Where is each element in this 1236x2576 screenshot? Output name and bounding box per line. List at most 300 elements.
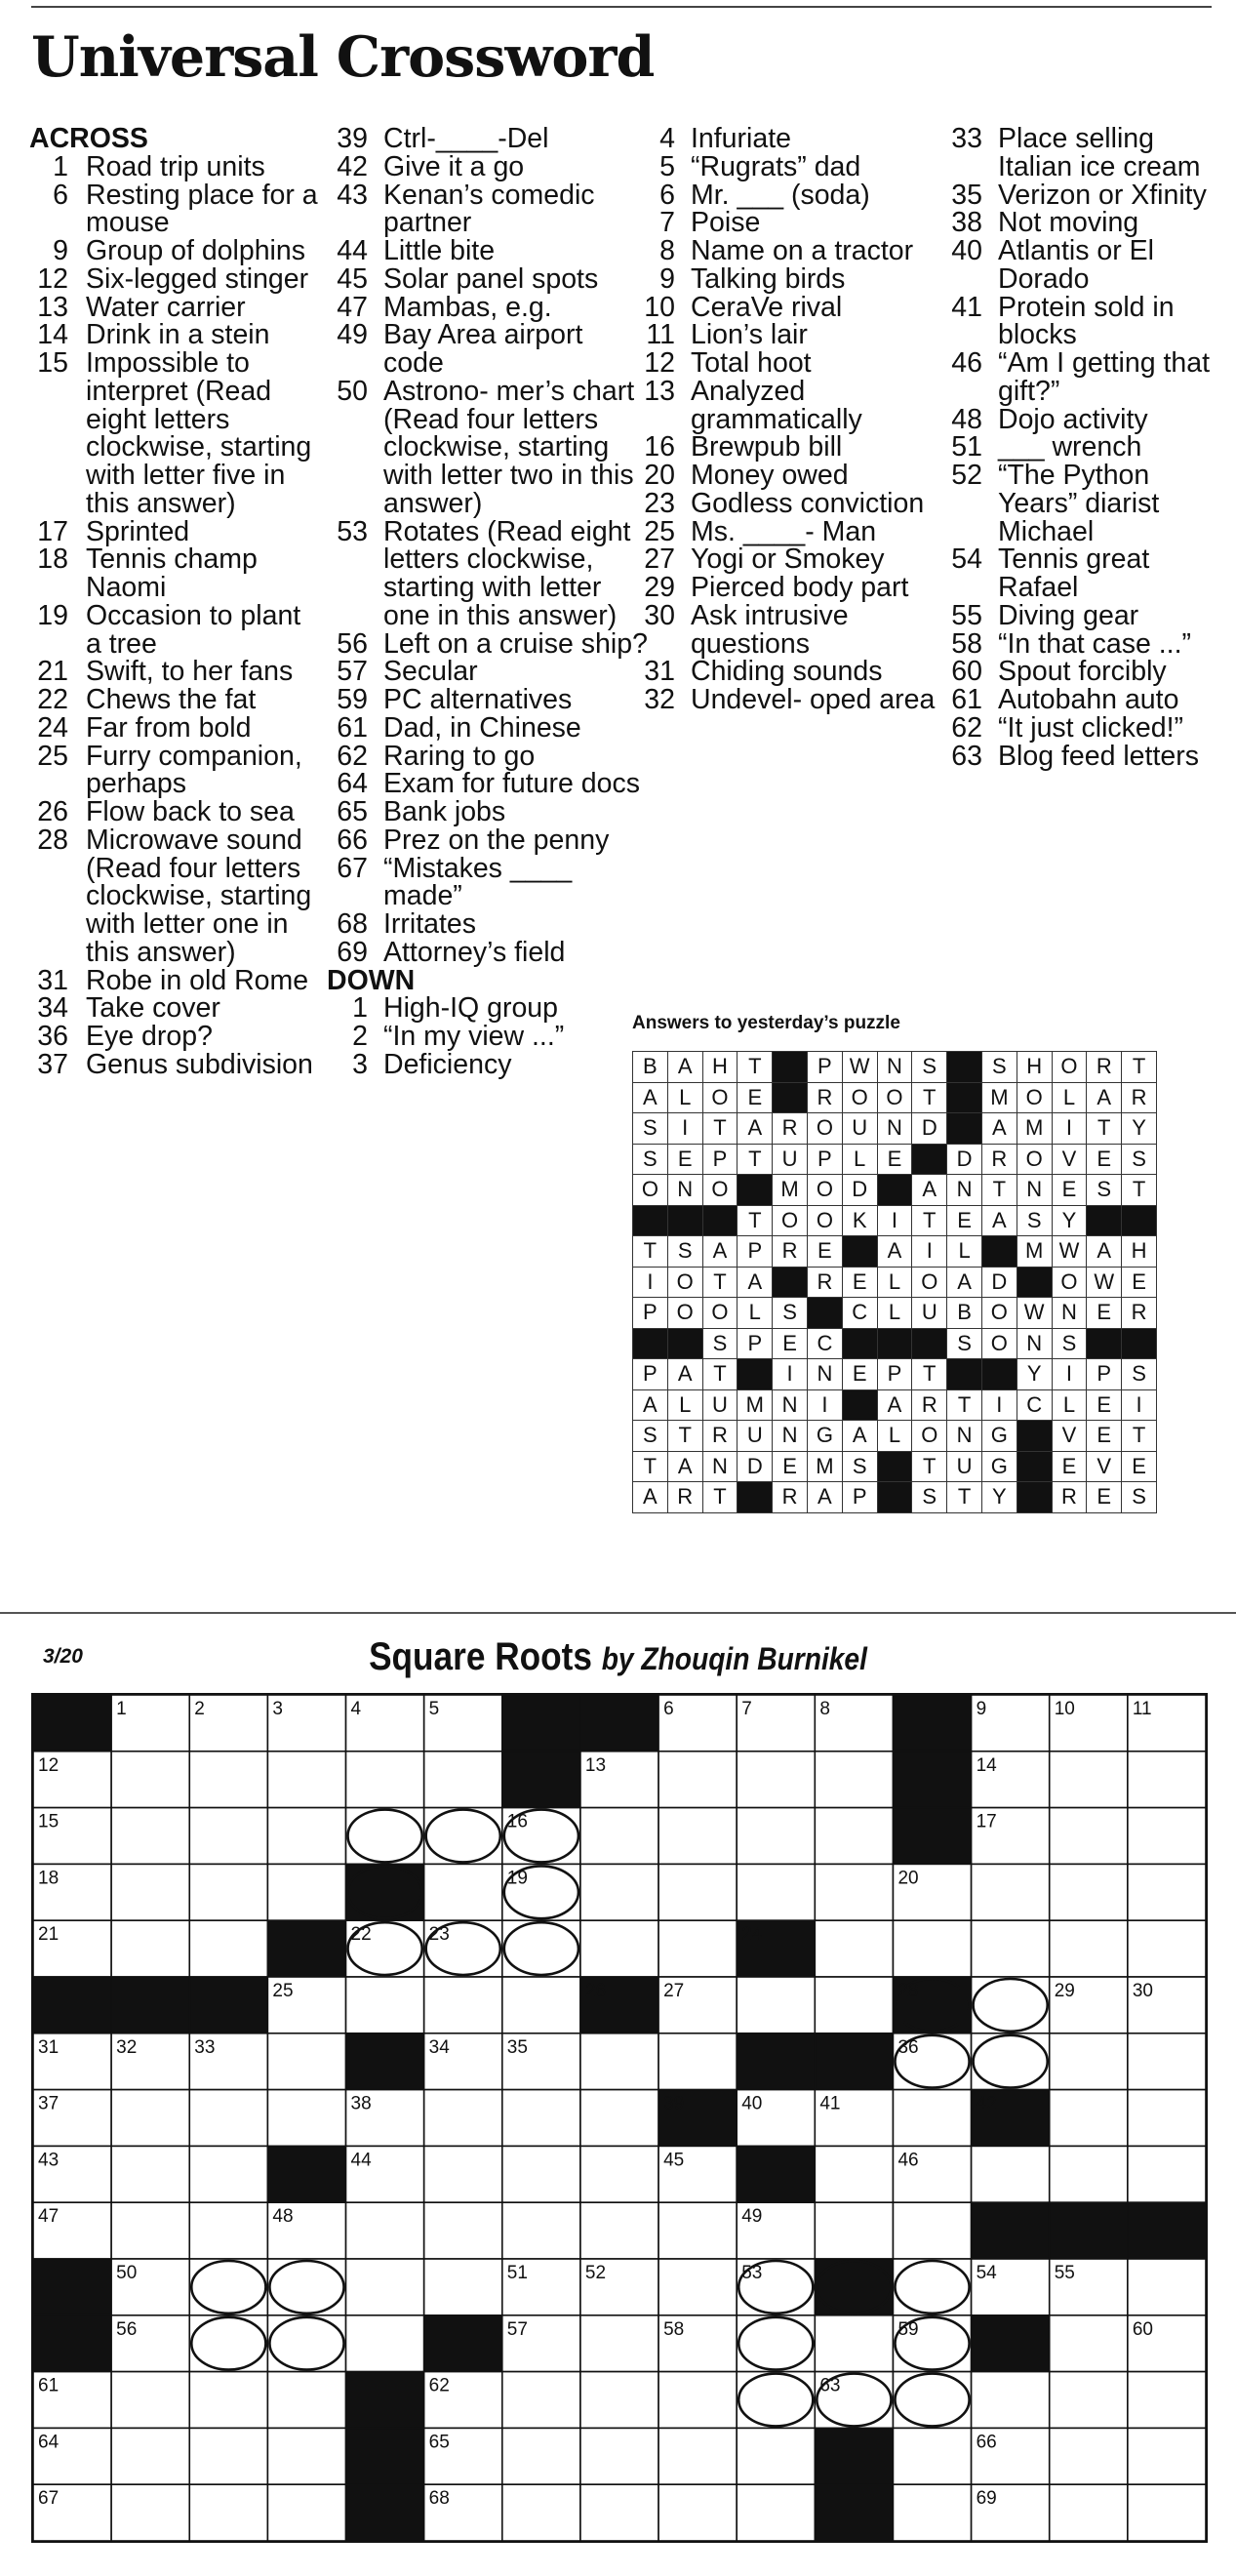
grid-cell[interactable] [189,1920,267,1977]
clue-text: Water carrier [86,291,246,323]
clue-down-30[interactable] [634,599,946,660]
answer-black-cell [773,1267,808,1298]
grid-cell[interactable] [658,2259,737,2315]
grid-cell[interactable] [189,2484,267,2541]
answer-black-cell [807,1298,842,1329]
answers-row [633,1113,1157,1145]
clue-number: 48 [951,403,982,435]
puzzle-title-text: Square Roots [369,1635,592,1678]
grid-number: 1 [116,1699,127,1719]
grid-cell[interactable] [424,2090,502,2147]
grid-black-cell [33,1977,111,2033]
grid-cell[interactable] [893,2372,971,2429]
clue-down-61[interactable] [941,686,1234,714]
grid-cell[interactable] [424,1751,502,1808]
clue-across-34[interactable] [29,994,322,1023]
clue-down-31[interactable] [634,658,946,686]
clue-across-36[interactable] [29,1023,322,1051]
clue-number: 18 [37,543,68,576]
clue-number: 43 [337,179,368,211]
grid-number: 26 [584,1981,607,2001]
answers-row [633,1082,1157,1113]
answer-cell: U [842,1113,877,1145]
grid-cell[interactable] [580,2315,658,2372]
clue-across-53[interactable] [327,515,649,631]
answer-cell: S [1017,1205,1052,1236]
grid-cell[interactable] [972,2146,1050,2202]
grid-number: 56 [116,2318,138,2340]
clue-across-13[interactable] [29,291,322,323]
answer-cell: P [807,1144,842,1175]
clue-down-12[interactable] [634,349,946,378]
grid-cell[interactable] [1050,1808,1128,1865]
clue-down-4[interactable] [634,125,946,153]
answer-cell: L [877,1267,912,1298]
grid-cell[interactable] [1050,2484,1128,2541]
clue-number: 22 [37,684,68,715]
clue-across-44[interactable] [327,237,649,265]
grid-cell[interactable] [1050,2372,1128,2429]
grid-cell[interactable] [1128,1751,1206,1808]
clue-down-27[interactable] [634,545,946,574]
grid-cell[interactable] [502,2202,580,2259]
grid-cell[interactable] [346,2259,424,2315]
grid-cell[interactable] [1050,2090,1128,2147]
grid-cell[interactable] [658,1808,737,1865]
clue-text: Resting place for a mouse [86,179,318,239]
grid-cell[interactable] [1050,2146,1128,2202]
grid-cell[interactable] [580,2484,658,2541]
grid-cell[interactable] [189,2146,267,2202]
answer-cell: T [1122,1052,1157,1083]
clue-across-43[interactable] [327,181,649,238]
grid-cell[interactable] [658,1864,737,1920]
clue-down-40[interactable] [941,237,1234,294]
grid-cell[interactable] [580,2372,658,2429]
clue-across-15[interactable] [29,349,322,518]
grid-cell[interactable] [658,1920,737,1977]
grid-number: 62 [428,2375,450,2396]
grid-cell[interactable] [111,2202,189,2259]
answer-black-cell [1122,1328,1157,1359]
grid-cell[interactable] [972,1864,1050,1920]
grid-cell[interactable] [346,2202,424,2259]
clue-down-58[interactable] [941,627,1234,660]
grid-cell[interactable] [580,2090,658,2147]
grid-cell[interactable] [658,2372,737,2429]
clue-across-67[interactable] [327,852,649,912]
clue-down-41[interactable] [941,291,1234,351]
answer-cell: I [912,1236,947,1268]
answer-cell: S [702,1328,738,1359]
grid-cell[interactable] [580,2428,658,2484]
clue-across-56[interactable] [327,627,649,660]
clue-down-1[interactable] [327,994,649,1023]
grid-number: 24 [741,1924,763,1946]
clue-across-64[interactable] [327,770,649,798]
clue-down-29[interactable] [634,574,946,602]
clue-down-52[interactable] [941,462,1234,545]
clue-down-9[interactable] [634,262,946,295]
grid-cell[interactable] [267,2428,345,2484]
grid-cell[interactable] [737,2484,815,2541]
grid-cell[interactable] [189,2372,267,2429]
clue-across-59[interactable] [327,686,649,714]
grid-cell[interactable] [737,2372,815,2429]
grid-cell[interactable] [1128,2484,1206,2541]
answer-black-cell [877,1175,912,1206]
grid-cell[interactable] [111,2372,189,2429]
grid-cell[interactable] [580,1920,658,1977]
grid-cell[interactable] [815,2315,893,2372]
clue-number: 30 [644,599,675,631]
clue-across-37[interactable] [29,1048,322,1080]
answer-cell: A [1087,1082,1122,1113]
clue-across-45[interactable] [327,262,649,295]
clue-across-69[interactable] [327,936,649,968]
answer-cell: O [1017,1082,1052,1113]
answer-cell: H [702,1052,738,1083]
grid-cell[interactable] [111,1808,189,1865]
grid-cell[interactable] [346,1977,424,2033]
clue-across-26[interactable] [29,798,322,826]
grid-cell[interactable] [267,2484,345,2541]
clue-number: 32 [644,684,675,715]
clue-number: 58 [951,627,982,660]
grid-black-cell [893,1695,971,1751]
grid-cell[interactable] [580,2202,658,2259]
grid-cell[interactable] [1128,1808,1206,1865]
grid-cell[interactable] [1128,1864,1206,1920]
clue-down-62[interactable] [941,711,1234,744]
clue-across-19[interactable] [29,599,322,660]
grid-cell[interactable] [815,2202,893,2259]
answer-cell: E [773,1328,808,1359]
answer-cell: I [981,1389,1017,1421]
answer-cell: R [773,1113,808,1145]
answer-cell: P [877,1359,912,1390]
clue-down-3[interactable] [327,1048,649,1080]
clue-across-17[interactable] [29,515,322,547]
grid-number: 46 [897,2150,919,2171]
grid-cell[interactable] [893,2090,971,2147]
clue-across-28[interactable] [29,826,322,967]
clue-down-32[interactable] [634,686,946,714]
grid-cell[interactable] [267,2033,345,2090]
answer-cell: O [1052,1052,1087,1083]
grid-cell[interactable] [1128,1920,1206,1977]
grid-number: 19 [506,1868,528,1889]
clue-down-8[interactable] [634,237,946,265]
clue-number: 49 [337,319,368,351]
grid-cell[interactable] [502,2428,580,2484]
answer-black-cell [912,1144,947,1175]
grid-cell[interactable] [815,1864,893,1920]
grid-cell[interactable] [111,2146,189,2202]
grid-cell[interactable] [111,2484,189,2541]
grid-cell[interactable] [502,2372,580,2429]
grid-cell[interactable] [111,2090,189,2147]
clue-across-68[interactable] [327,910,649,939]
grid-cell[interactable] [502,1920,580,1977]
clue-number: 53 [337,515,368,547]
grid-cell[interactable] [737,1751,815,1808]
grid-cell[interactable] [267,2315,345,2372]
grid-cell[interactable] [267,1808,345,1865]
grid-cell[interactable] [189,1864,267,1920]
grid-cell[interactable] [658,2484,737,2541]
grid-number: 27 [663,1981,685,2001]
grid-cell[interactable] [580,1864,658,1920]
clue-across-47[interactable] [327,291,649,323]
grid-black-cell [972,2202,1050,2259]
clue-down-16[interactable] [634,433,946,462]
answer-cell: T [947,1482,982,1513]
grid-cell[interactable] [737,2315,815,2372]
grid-cell[interactable] [658,2033,737,2090]
answer-cell: L [947,1236,982,1268]
answer-cell: T [702,1359,738,1390]
clue-down-35[interactable] [941,181,1234,210]
grid-cell[interactable] [1128,2428,1206,2484]
clue-across-65[interactable] [327,798,649,826]
grid-cell[interactable] [972,1977,1050,2033]
grid-cell[interactable] [815,1751,893,1808]
grid-cell[interactable] [737,1864,815,1920]
answer-cell: P [842,1482,877,1513]
grid-black-cell [346,2372,424,2429]
answer-cell: H [1122,1236,1157,1268]
grid-cell[interactable] [815,1920,893,1977]
grid-cell[interactable] [424,2146,502,2202]
clue-text: Chews the fat [86,684,257,715]
grid-cell[interactable] [1128,2146,1206,2202]
answer-cell: A [842,1421,877,1452]
grid-cell[interactable] [189,2259,267,2315]
clue-across-12[interactable] [29,262,322,295]
clue-across-57[interactable] [327,658,649,686]
answer-black-cell [842,1328,877,1359]
answer-cell: A [738,1113,773,1145]
clue-number: 3 [352,1048,368,1080]
answer-cell: O [877,1082,912,1113]
grid-cell[interactable] [1050,1864,1128,1920]
grid-cell[interactable] [111,1751,189,1808]
grid-cell[interactable] [424,1977,502,2033]
clue-down-54[interactable] [941,545,1234,602]
answer-cell: T [738,1144,773,1175]
grid-number: 21 [38,1924,60,1946]
answer-black-cell [1017,1482,1052,1513]
grid-black-cell [502,1695,580,1751]
grid-cell[interactable] [658,1751,737,1808]
grid-cell[interactable] [111,1864,189,1920]
grid-cell[interactable] [424,1864,502,1920]
clue-down-46[interactable] [941,349,1234,406]
clue-across-62[interactable] [327,740,649,772]
puzzle-date: 3/20 [43,1645,83,1668]
clue-down-2[interactable] [327,1023,649,1051]
clue-across-50[interactable] [327,375,649,519]
grid-cell[interactable] [1050,2033,1128,2090]
grid-cell[interactable] [658,2428,737,2484]
grid-number: 15 [38,1811,60,1832]
grid-cell[interactable] [267,1751,345,1808]
clue-text: Occasion to plant a tree [86,599,301,660]
clue-across-31[interactable] [29,964,322,996]
grid-cell[interactable] [893,2484,971,2541]
grid-cell[interactable] [267,2259,345,2315]
clue-down-63[interactable] [941,740,1234,772]
grid-number: 22 [350,1924,372,1946]
grid-cell[interactable] [424,2259,502,2315]
grid-number: 44 [350,2150,372,2171]
grid-cell[interactable] [737,1808,815,1865]
grid-cell[interactable] [893,2259,971,2315]
clue-across-14[interactable] [29,321,322,349]
clue-across-21[interactable] [29,658,322,686]
grid-cell[interactable] [346,2315,424,2372]
grid-cell[interactable] [346,1808,424,1865]
clue-down-23[interactable] [634,487,946,519]
clue-across-6[interactable] [29,181,322,238]
grid-cell[interactable] [502,2146,580,2202]
answer-cell: C [1017,1389,1052,1421]
grid-cell[interactable] [893,2428,971,2484]
grid-cell[interactable] [189,1751,267,1808]
grid-cell[interactable] [737,2428,815,2484]
grid-cell[interactable] [502,2484,580,2541]
answer-cell: O [667,1298,702,1329]
clue-number: 50 [337,375,368,407]
grid-cell[interactable] [267,2090,345,2147]
grid-cell[interactable] [424,2202,502,2259]
clue-across-39[interactable] [327,125,649,153]
clue-number: 7 [659,207,675,239]
grid-cell[interactable] [1128,2090,1206,2147]
answer-cell: N [773,1389,808,1421]
clue-down-33[interactable] [941,125,1234,181]
grid-cell[interactable] [1050,2315,1128,2372]
grid-cell[interactable] [189,2315,267,2372]
clue-across-49[interactable] [327,321,649,378]
grid-cell[interactable] [424,1808,502,1865]
clue-across-66[interactable] [327,826,649,855]
grid-cell[interactable] [1128,2033,1206,2090]
grid-number: 8 [819,1699,830,1719]
grid-cell[interactable] [815,2146,893,2202]
grid-cell[interactable] [580,2146,658,2202]
grid-cell[interactable] [502,1977,580,2033]
grid-number: 37 [38,2093,60,2114]
clue-down-38[interactable] [941,209,1234,237]
grid-cell[interactable] [189,2090,267,2147]
clue-number: 13 [644,375,675,407]
clue-across-24[interactable] [29,711,322,744]
grid-cell[interactable] [1050,1920,1128,1977]
answer-cell: O [773,1205,808,1236]
clue-column-2 [327,125,649,1079]
section-divider [0,1612,1236,1614]
clue-down-5[interactable] [634,150,946,182]
clue-down-25[interactable] [634,515,946,547]
grid-black-cell [33,2315,111,2372]
clue-across-42[interactable] [327,150,649,182]
grid-cell[interactable] [189,2202,267,2259]
clue-across-9[interactable] [29,237,322,265]
clue-down-20[interactable] [634,462,946,490]
grid-cell[interactable] [267,1864,345,1920]
clue-text: Brewpub bill [691,431,843,463]
clue-down-13[interactable] [634,375,946,435]
grid-cell[interactable] [972,2033,1050,2090]
grid-cell[interactable] [658,2202,737,2259]
clue-across-1[interactable] [29,150,322,182]
grid-number: 52 [584,2263,607,2283]
grid-cell[interactable] [893,1920,971,1977]
grid-cell[interactable] [189,2428,267,2484]
grid-cell[interactable] [1050,1751,1128,1808]
clue-across-25[interactable] [29,740,322,800]
grid-cell[interactable] [972,2372,1050,2429]
grid-number: 5 [428,1699,440,1719]
clue-down-11[interactable] [634,321,946,349]
grid-number: 54 [976,2263,997,2283]
answer-cell: L [738,1298,773,1329]
clue-text: Solar panel spots [383,262,599,295]
clue-across-18[interactable] [29,545,322,602]
clue-down-10[interactable] [634,291,946,323]
crossword-grid[interactable] [31,1693,1208,2543]
answer-cell: T [912,1082,947,1113]
answer-cell: T [912,1451,947,1482]
grid-cell[interactable] [580,1808,658,1865]
answer-black-cell [667,1328,702,1359]
answers-row [633,1482,1157,1513]
clue-across-22[interactable] [29,686,322,714]
grid-cell[interactable] [815,1977,893,2033]
clue-down-60[interactable] [941,658,1234,686]
grid-cell[interactable] [972,1920,1050,1977]
clue-down-51[interactable] [941,433,1234,462]
clue-text: Raring to go [383,740,536,772]
grid-cell[interactable] [1128,2372,1206,2429]
grid-cell[interactable] [580,2033,658,2090]
clue-text: Place selling Italian ice cream [998,123,1201,182]
answer-cell: T [702,1482,738,1513]
grid-cell[interactable] [737,1977,815,2033]
grid-cell[interactable] [111,1920,189,1977]
clue-number: 31 [37,964,68,996]
grid-cell[interactable] [189,1808,267,1865]
answer-black-cell [773,1082,808,1113]
clue-down-7[interactable] [634,209,946,237]
clue-across-61[interactable] [327,711,649,744]
grid-cell[interactable] [111,2428,189,2484]
clue-down-6[interactable] [634,181,946,210]
clue-down-55[interactable] [941,599,1234,631]
clue-down-48[interactable] [941,403,1234,435]
answer-black-cell [1122,1205,1157,1236]
grid-cell[interactable] [502,2090,580,2147]
grid-cell[interactable] [1050,2428,1128,2484]
grid-cell[interactable] [815,1808,893,1865]
grid-cell[interactable] [267,2372,345,2429]
grid-cell[interactable] [1128,2259,1206,2315]
grid-number: 4 [350,1699,362,1719]
grid-cell[interactable] [893,2202,971,2259]
grid-cell[interactable] [346,1751,424,1808]
